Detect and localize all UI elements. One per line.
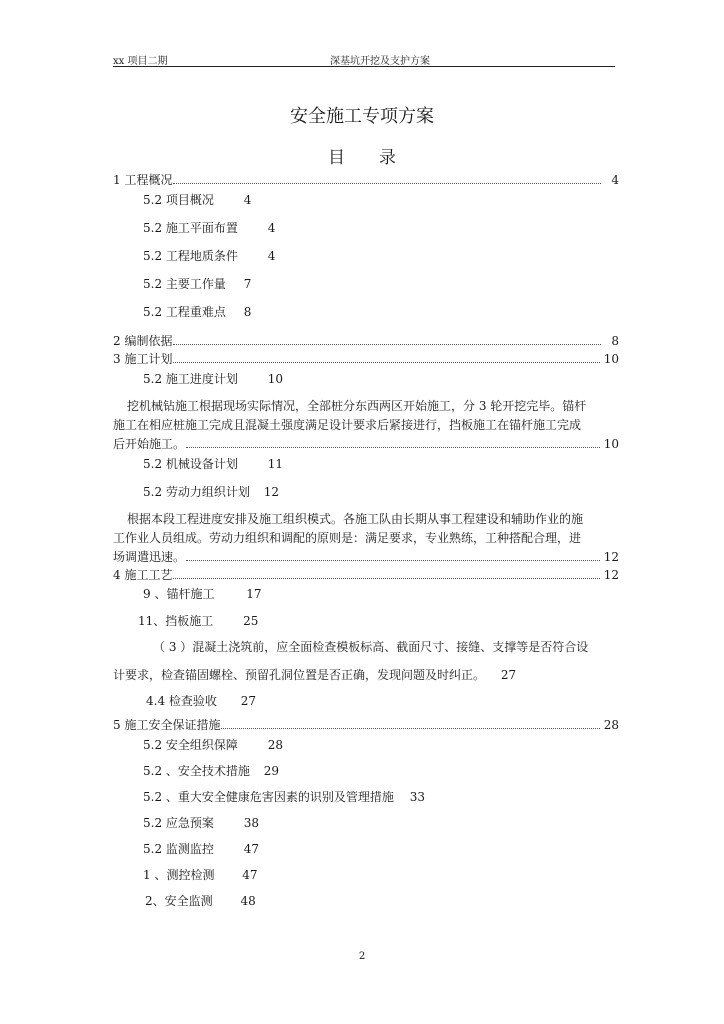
toc-page: 10 — [267, 372, 284, 386]
toc-paragraph-line: 根据本段工程进度安排及施工组织模式。各施工队由长期从事工程建设和辅助作业的施 — [127, 512, 584, 526]
toc-entry-anchor-rod[interactable] — [143, 587, 262, 601]
toc-page: 4 — [267, 221, 276, 235]
toc-page: 47 — [242, 868, 258, 882]
footer-page-number: 2 — [358, 951, 366, 962]
header-rule — [113, 66, 615, 67]
toc-label: 2 编制依据 — [113, 334, 173, 348]
toc-page: 28 — [603, 718, 619, 732]
toc-page: 27 — [500, 668, 517, 682]
toc-page: 29 — [263, 764, 280, 778]
toc-leader — [173, 344, 601, 345]
toc-page: 10 — [603, 437, 619, 451]
toc-entry-geology[interactable] — [143, 249, 275, 263]
toc-label: 4 施工工艺 — [113, 568, 173, 582]
toc-page: 11 — [267, 457, 284, 471]
toc-entry-emergency-plan[interactable] — [143, 816, 259, 830]
toc-entry-section-4[interactable] — [113, 568, 619, 582]
toc-page: 10 — [603, 352, 619, 366]
toc-leader — [221, 728, 599, 729]
toc-paragraph-line: 工作业人员组成。劳动力组织和调配的原则是：满足要求，专业熟练，工种搭配合理，进 — [113, 531, 582, 545]
toc-label: 5.2 主要工作量 — [143, 277, 226, 291]
toc-page: 7 — [243, 277, 252, 291]
toc-entry-safety-technical[interactable] — [143, 764, 279, 778]
toc-page: 47 — [243, 842, 260, 856]
toc-label: 5.2 应急预案 — [143, 816, 214, 830]
toc-entry-paragraph-end[interactable] — [113, 668, 516, 682]
toc-label: 5 施工安全保证措施 — [113, 718, 221, 732]
toc-entry-section-3[interactable] — [113, 352, 619, 366]
toc-page: 8 — [611, 334, 619, 348]
toc-leader — [173, 183, 601, 184]
header-project-name: xx 项目二期 — [113, 56, 168, 67]
toc-page: 27 — [240, 694, 257, 708]
toc-entry-measurement-inspection[interactable] — [143, 868, 258, 882]
toc-entry-labor-plan[interactable] — [143, 485, 279, 499]
toc-entry-paragraph-end[interactable] — [113, 550, 619, 564]
toc-page: 28 — [267, 738, 284, 752]
toc-label: 场调遣迅速。 — [113, 550, 186, 564]
toc-entry-main-workload[interactable] — [143, 277, 251, 291]
toc-leader — [186, 560, 600, 561]
toc-entry-progress-plan[interactable] — [143, 372, 283, 386]
toc-entry-hazard-identification[interactable] — [143, 790, 425, 804]
toc-page: 8 — [243, 305, 252, 319]
toc-entry-project-overview[interactable] — [143, 193, 251, 207]
document-title: 安全施工专项方案 — [290, 106, 434, 127]
toc-entry-inspection[interactable] — [146, 694, 256, 708]
toc-label: 5.2 、重大安全健康危害因素的识别及管理措施 — [143, 790, 394, 804]
toc-label: 5.2 工程地质条件 — [143, 249, 238, 263]
toc-leader — [173, 578, 599, 579]
toc-entry-section-2[interactable] — [113, 334, 619, 348]
toc-label: 5.2 工程重难点 — [143, 305, 226, 319]
toc-entry-key-difficulties[interactable] — [143, 305, 251, 319]
toc-page: 12 — [603, 550, 619, 564]
toc-label: 11、挡板施工 — [138, 614, 214, 628]
toc-page: 4 — [611, 173, 619, 187]
toc-label: 5.2 监测监控 — [143, 842, 214, 856]
toc-label: 5.2 劳动力组织计划 — [143, 485, 250, 499]
toc-page: 33 — [409, 790, 426, 804]
toc-entry-monitoring-control[interactable] — [143, 842, 259, 856]
toc-page: 12 — [603, 568, 619, 582]
toc-page: 4 — [267, 249, 276, 263]
toc-page: 38 — [243, 816, 260, 830]
toc-label: 后开始施工。 — [113, 437, 186, 451]
toc-entry-section-5[interactable] — [113, 718, 619, 732]
toc-label: 3 施工计划 — [113, 352, 173, 366]
toc-label: 5.2 机械设备计划 — [143, 457, 238, 471]
toc-page: 48 — [240, 894, 256, 908]
toc-page: 4 — [243, 193, 252, 207]
toc-heading: 目 录 — [328, 148, 396, 168]
toc-page: 25 — [243, 614, 259, 628]
toc-label: 4.4 检查验收 — [146, 694, 217, 708]
toc-entry-site-layout[interactable] — [143, 221, 275, 235]
toc-page: 12 — [263, 485, 280, 499]
toc-leader — [173, 362, 599, 363]
toc-label: 9 、锚杆施工 — [143, 587, 215, 601]
toc-label: 1 、测控检测 — [143, 868, 215, 882]
toc-entry-retaining-plate[interactable] — [138, 614, 258, 628]
toc-entry-equipment-plan[interactable] — [143, 457, 283, 471]
toc-label: 5.2 施工平面布置 — [143, 221, 238, 235]
toc-label: 5.2 项目概况 — [143, 193, 214, 207]
toc-paragraph-line: 施工在相应桩施工完成且混凝土强度满足设计要求后紧接进行，挡板施工在锚杆施工完成 — [113, 418, 582, 432]
toc-entry-section-1[interactable] — [113, 173, 619, 187]
toc-page: 17 — [246, 587, 262, 601]
toc-paragraph-line: （ 3 ）混凝土浇筑前，应全面检查模板标高、截面尺寸、接缝、支撑等是否符合设 — [153, 640, 589, 654]
toc-paragraph-line: 挖机械钻施工根据现场实际情况，全部桩分东西两区开始施工，分 3 轮开挖完毕。锚杆 — [127, 399, 587, 413]
toc-label: 2、安全监测 — [145, 894, 213, 908]
toc-label: 计要求，检查锚固螺栓、预留孔洞位置是否正确，发现问题及时纠正。 — [113, 668, 486, 682]
toc-label: 5.2 施工进度计划 — [143, 372, 238, 386]
toc-entry-safety-organization[interactable] — [143, 738, 283, 752]
toc-label: 5.2 安全组织保障 — [143, 738, 238, 752]
toc-entry-safety-monitoring[interactable] — [145, 894, 256, 908]
toc-label: 5.2 、安全技术措施 — [143, 764, 250, 778]
header-document-name: 深基坑开挖及支护方案 — [330, 56, 430, 67]
toc-label: 1 工程概况 — [113, 173, 173, 187]
toc-entry-paragraph-end[interactable] — [113, 437, 619, 451]
toc-leader — [186, 447, 600, 448]
